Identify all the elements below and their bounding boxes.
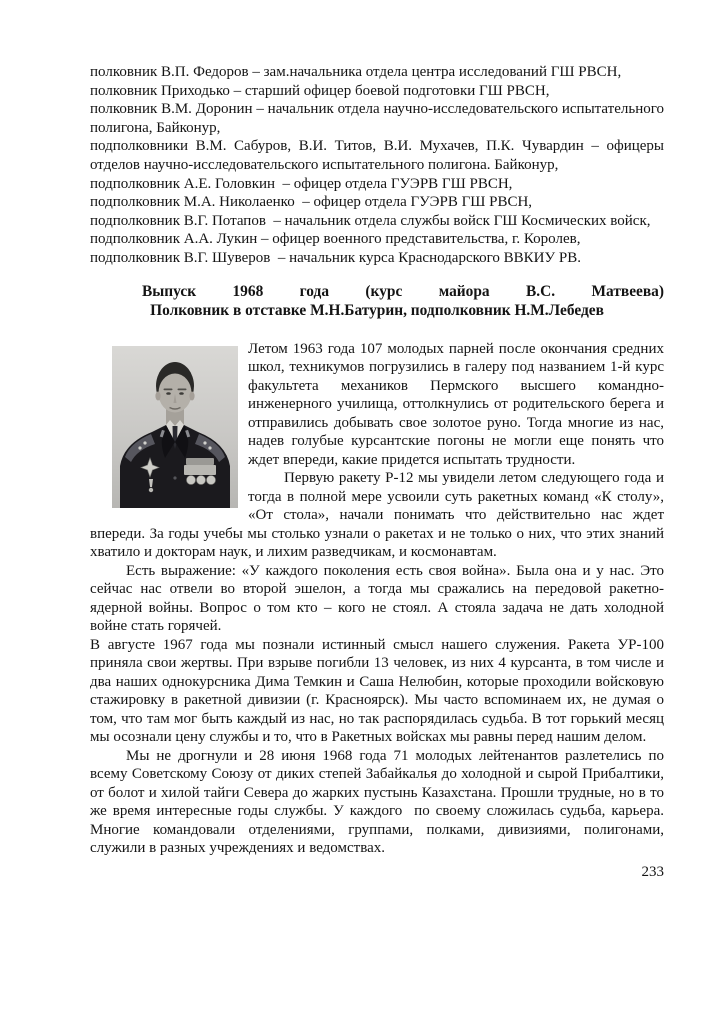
heading-line-2: Полковник в отставке М.Н.Батурин, подполковник Н.М.Лебедев — [150, 301, 604, 319]
officer-entry: полковник В.М. Доронин – начальник отдела научно-исследовательского испытательного полигона, Байконур, — [90, 101, 664, 136]
portrait-illustration — [112, 346, 238, 508]
paragraph: Первую ракету Р-12 мы увидели летом следующего года и тогда в полной мере усвоили суть ракетных команд «К столу», «От стола», начали понимать что действительно нас ждет впереди. За годы учебы мы столько узнали о ракетах и не только о них, что этих знаний хватило и докторам наук, и лихим разведчикам, и космонавтам. — [90, 470, 664, 561]
officer-entry: подполковник В.Г. Потапов – начальник отдела службы войск ГШ Космических войск, — [90, 212, 651, 229]
paragraph: Мы не дрогнули и 28 июня 1968 года 71 молодых лейтенантов разлетелись по всему Советскому Союзу от диких степей Забайкалья до холодной и сырой Прибалтики, от болот и хилой тайги Севера до жарких пустынь Казахстана. Прошли трудные, но в то же время интересные годы службы. У каждого по своему сложилась судьба, карьера. Многие командовали отделениями, группами, полками, дивизиями, полигонами, служили в разных учреждениях и ведомствах. — [90, 747, 664, 857]
officer-portrait-photo — [112, 346, 238, 508]
heading-line-1: Выпуск 1968 года (курс майора В.С. Матвеева) — [142, 282, 664, 300]
paragraph: В августе 1967 года мы познали истинный смысл нашего служения. Ракета УР-100 приняла свои жертвы. При взрыве погибли 13 человек, из них 4 курсанта, в том числе и два наших однокурсника Дима Темкин и Саша Нелюбин, которые проходили войсковую стажировку в ракетной дивизии (г. Красноярск). Мы часто вспоминаем их, не думая о том, что там мог быть каждый из нас, но так распорядилась судьба. В тот горький месяц мы осознали цену службы и то, что в Ракетных войсках мы равны перед нашим делом. — [90, 636, 664, 746]
medal — [197, 475, 206, 484]
paragraph: Летом 1963 года 107 молодых парней после окончания средних школ, техникумов погрузились в галеру под названием 1-й курс факультета механиков Пермского высшего командно- инженерного училища, оттолкнулись от родительского берега и отправились добывать свое золотое руно. Тогда многие из нас, надев голубые курсантские погоны не могли еще понять что ждет впереди, какие придется испытать трудности. — [248, 340, 664, 468]
officer-entry: полковник Приходько – старший офицер боевой подготовки ГШ РВСН, — [90, 82, 550, 99]
medal — [187, 475, 196, 484]
officer-entry: полковник В.П. Федоров – зам.начальника отдела центра исследований ГШ РВСН, — [90, 64, 622, 80]
officers-list — [90, 63, 664, 268]
face — [159, 373, 192, 412]
memoir-article — [90, 340, 664, 858]
officer-entry: подполковник А.Е. Головкин – офицер отдела ГУЭРВ ГШ РВСН, — [90, 175, 513, 192]
officer-entry: подполковники В.М. Сабуров, В.И. Титов, В.И. Мухачев, П.К. Чувардин – офицеры отделов научно-исследовательского испытательного полигона. Байконур, — [90, 138, 664, 173]
medal — [207, 475, 216, 484]
page-number: 233 — [641, 863, 664, 880]
paragraph: Есть выражение: «У каждого поколения есть своя война». Была она и у нас. Это сейчас нас отвели во второй эшелон, а тогда мы сражались на передовой ракетно-ядерной войны. Вопрос о том кто – кого не стоял. А стояла задача не дать холодной войне стать горячей. — [90, 562, 664, 635]
section-heading — [90, 282, 664, 320]
officer-entry: подполковник А.А. Лукин – офицер военного представительства, г. Королев, — [90, 231, 581, 248]
officer-entry: подполковник М.А. Николаенко – офицер отдела ГУЭРВ ГШ РВСН, — [90, 194, 533, 211]
medal-ribbons — [186, 458, 214, 465]
officer-entry: подполковник В.Г. Шуверов – начальник курса Краснодарского ВВКИУ РВ. — [90, 249, 581, 266]
